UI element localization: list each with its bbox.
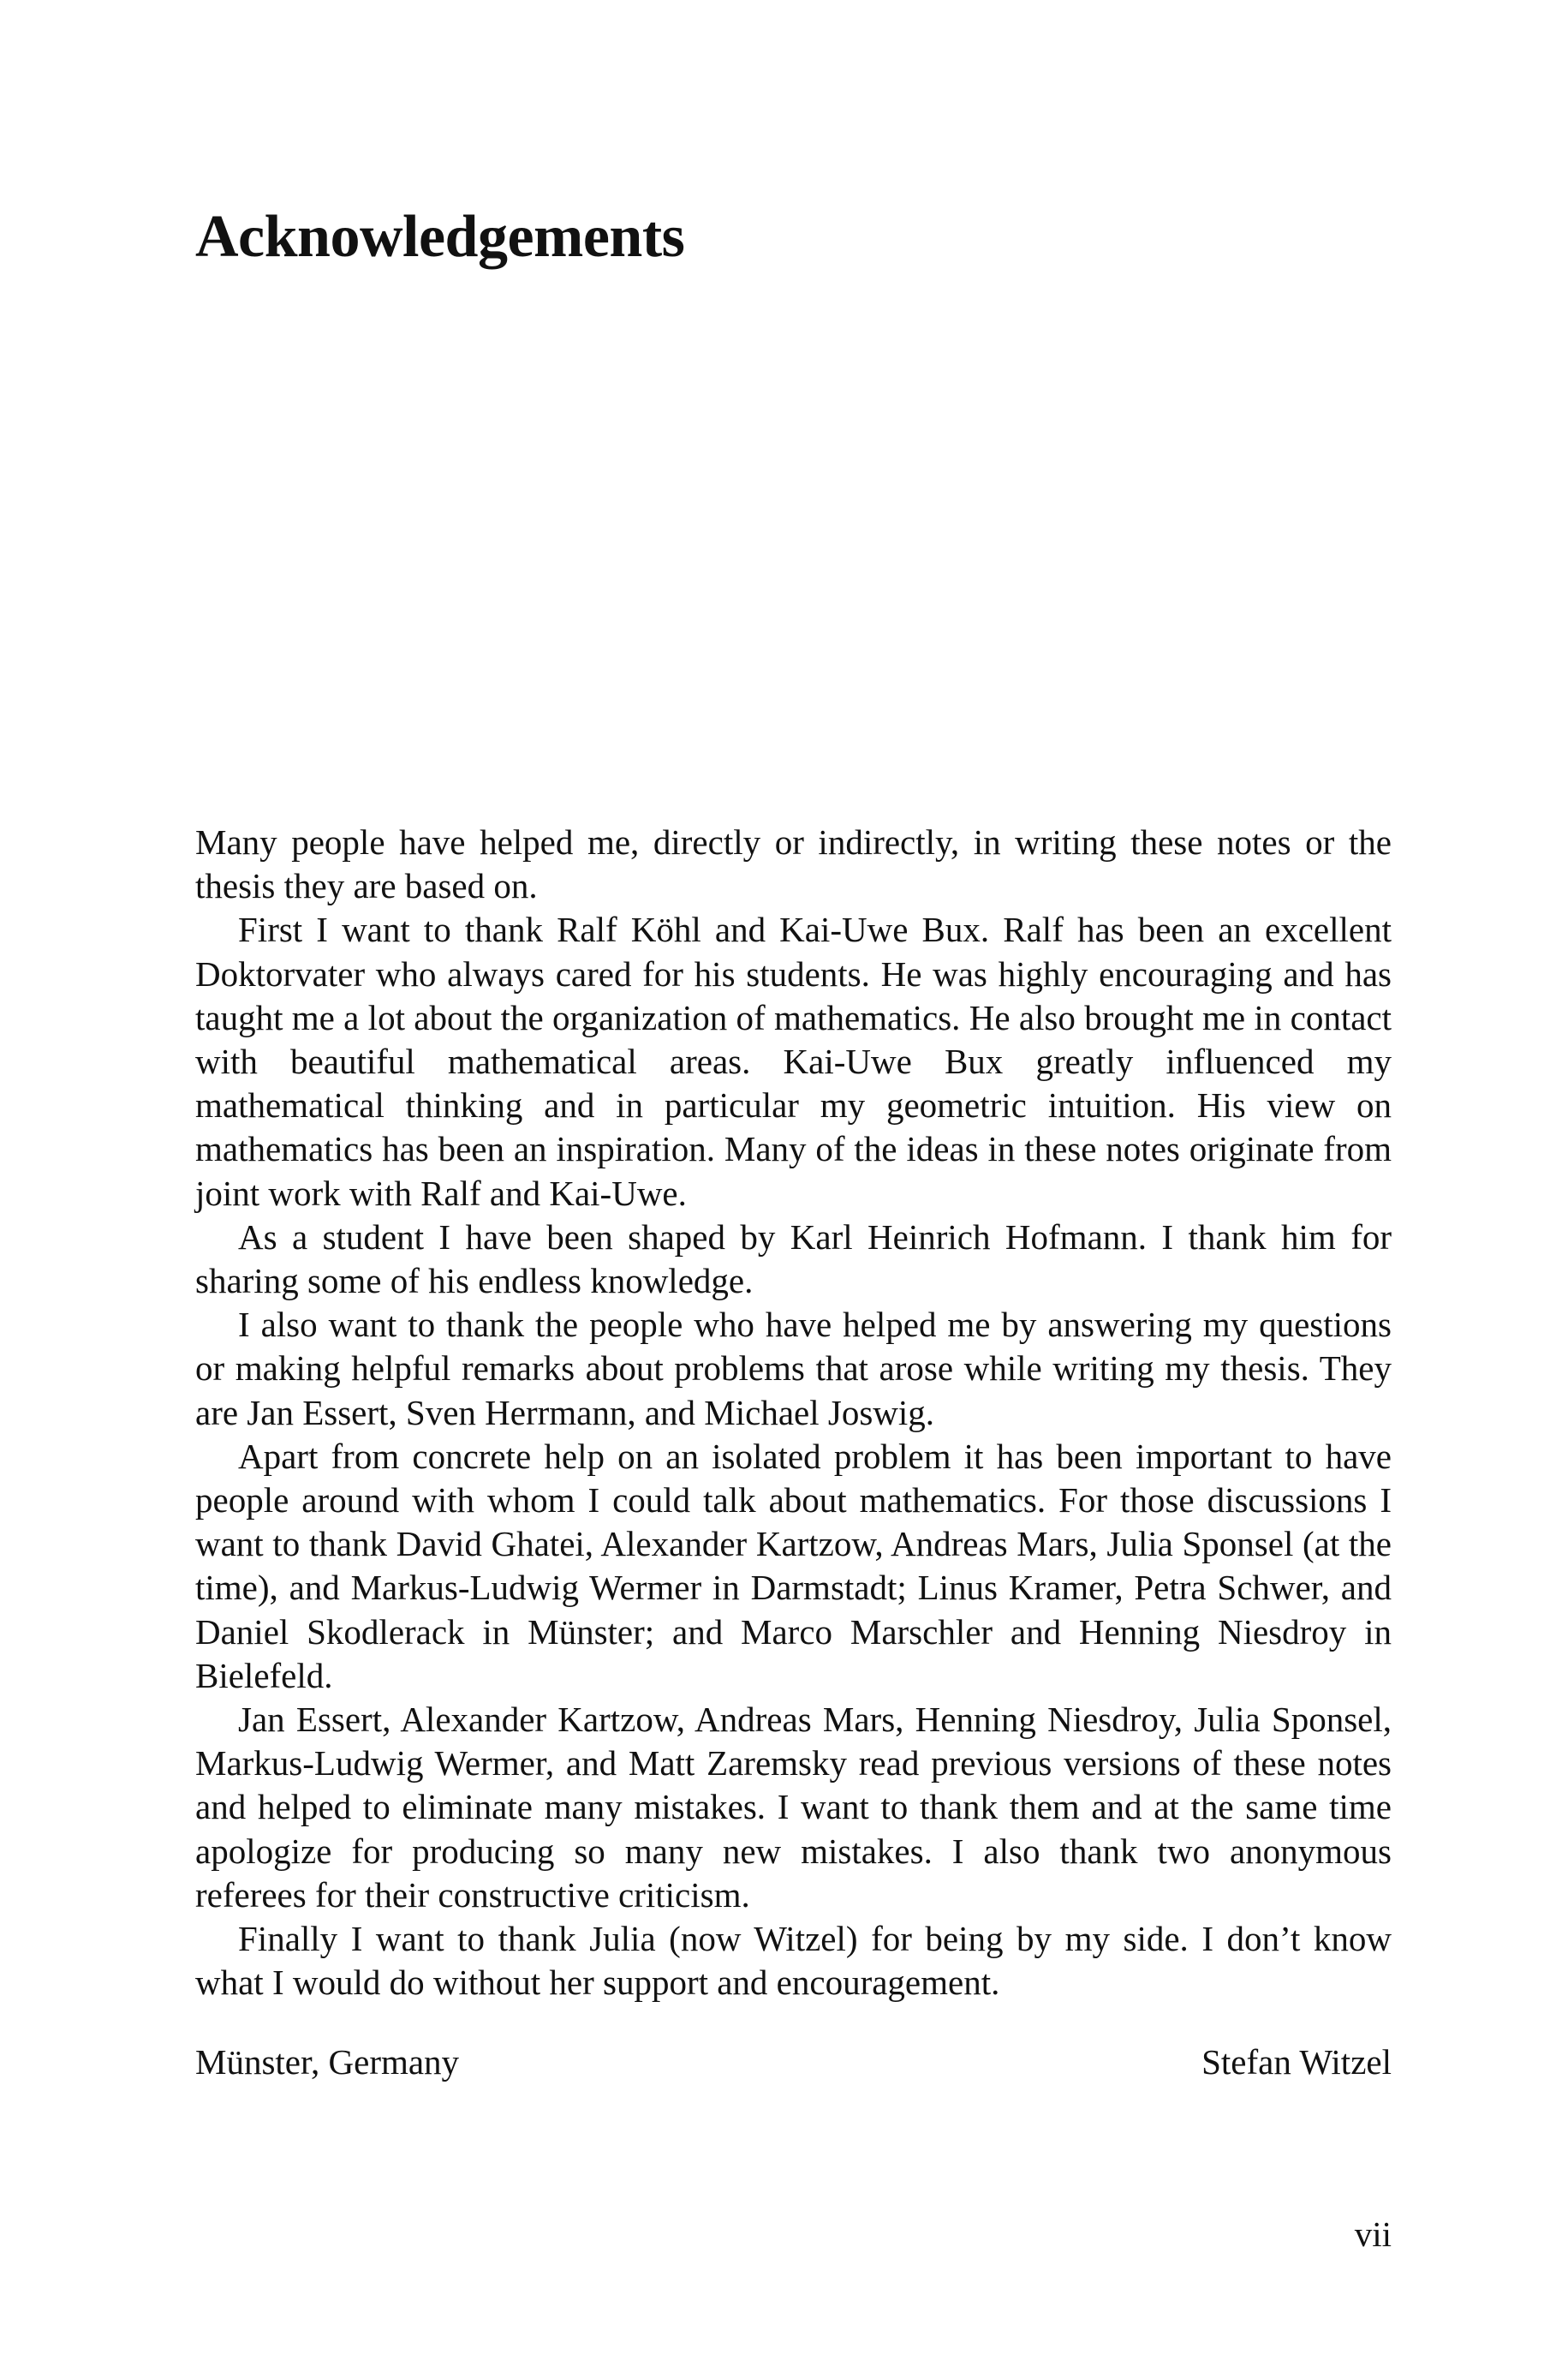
paragraph-4: I also want to thank the people who have helped me by answering my questions or making helpful remarks about problems that arose while writing my thesis. They are Jan Essert, Sven Herrmann, and Michael Joswig. xyxy=(195,1305,1392,1432)
paragraph-6: Jan Essert, Alexander Kartzow, Andreas Mars, Henning Niesdroy, Julia Sponsel, Markus-Ludwig Wermer, and Matt Zaremsky read previous versions of these notes and helped to eliminate many mistakes. I want to thank them and at the same time apologize for producing so many new mistakes. I also thank two anonymous referees for their constructive criticism. xyxy=(195,1700,1392,1915)
paragraph-1: Many people have helped me, directly or indirectly, in writing these notes or the thesis they are based on. xyxy=(195,822,1392,906)
acknowledgements-body xyxy=(195,821,1392,2005)
signature-row xyxy=(195,2040,1392,2084)
paragraph-3: As a student I have been shaped by Karl Heinrich Hofmann. I thank him for sharing some of his endless knowledge. xyxy=(195,1216,1392,1301)
signature-author: Stefan Witzel xyxy=(1201,2042,1392,2082)
page-number: vii xyxy=(1354,2214,1392,2254)
paragraph-2: First I want to thank Ralf Köhl and Kai-Uwe Bux. Ralf has been an excellent Doktorvater who always cared for his students. He was highly encouraging and has taught me a lot about the organization of mathematics. He also brought me in contact with beautiful mathematical areas. Kai-Uwe Bux greatly influenced my mathematical thinking and in particular my geometric intuition. His view on mathematics has been an inspiration. Many of the ideas in these notes originate from joint work with Ralf and Kai-Uwe. xyxy=(195,910,1392,1213)
page-title: Acknowledgements xyxy=(195,204,685,270)
paragraph-7: Finally I want to thank Julia (now Witzel) for being by my side. I don’t know what I would do without her support and encouragement. xyxy=(195,1919,1392,2003)
signature-place: Münster, Germany xyxy=(195,2042,460,2082)
paragraph-5: Apart from concrete help on an isolated problem it has been important to have people around with whom I could talk about mathematics. For those discussions I want to thank David Ghatei, Alexander Kartzow, Andreas Mars, Julia Sponsel (at the time), and Markus-Ludwig Wermer in Darmstadt; Linus Kramer, Petra Schwer, and Daniel Skodlerack in Münster; and Marco Marschler and Henning Niesdroy in Bielefeld. xyxy=(195,1436,1392,1695)
